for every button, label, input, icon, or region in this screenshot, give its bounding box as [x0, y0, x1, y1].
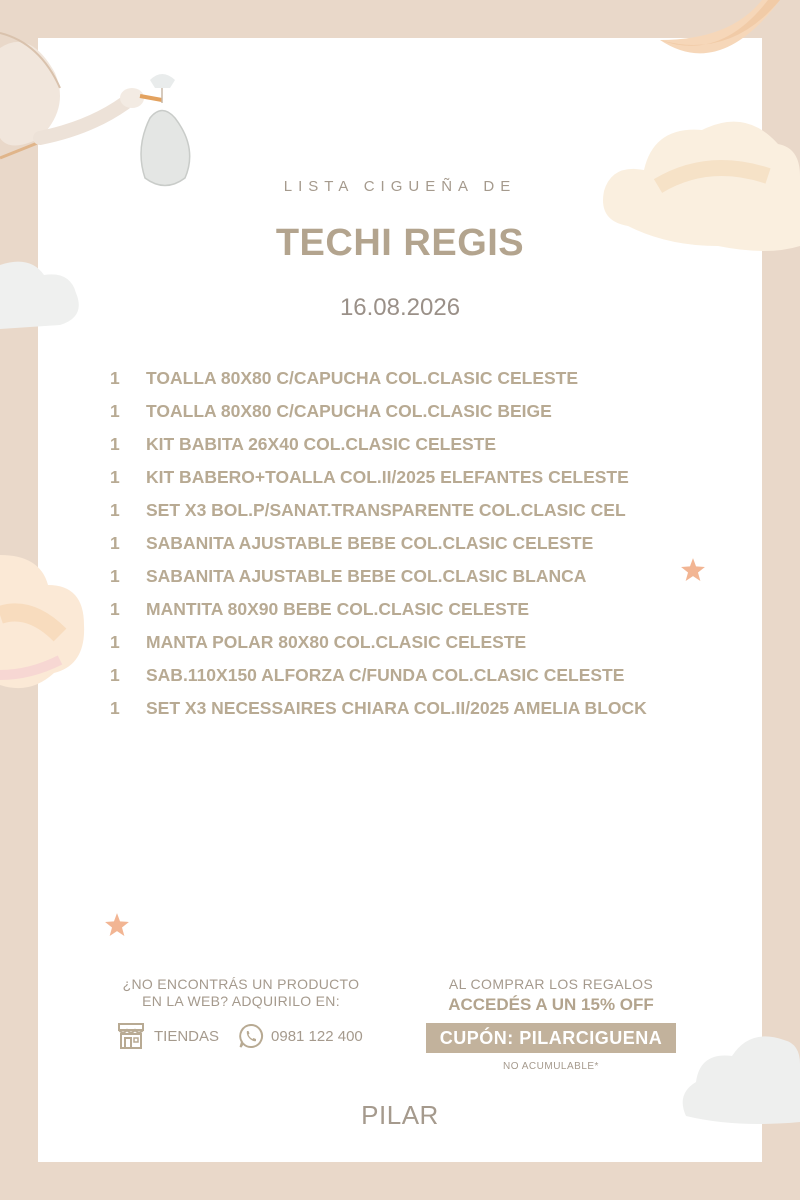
list-item [110, 694, 750, 727]
item-quantity: 1 [110, 500, 120, 520]
item-name: SAB.110X150 ALFORZA C/FUNDA COL.CLASIC CELESTE [146, 665, 625, 685]
item-quantity: 1 [110, 401, 120, 421]
cloud-icon [0, 555, 86, 695]
item-name: KIT BABITA 26X40 COL.CLASIC CELESTE [146, 434, 497, 454]
brand-logo: PILAR [361, 1100, 439, 1130]
item-name: KIT BABERO+TOALLA COL.II/2025 ELEFANTES CELESTE [146, 467, 629, 487]
whatsapp-icon [237, 1022, 265, 1050]
phone-number: 0981 122 400 [271, 1027, 363, 1045]
not-found-message [110, 976, 372, 1010]
event-date: 16.08.2026 [339, 294, 461, 321]
item-name: MANTA POLAR 80X80 COL.CLASIC CELESTE [146, 632, 527, 652]
list-item [110, 529, 750, 562]
list-item [110, 661, 750, 694]
list-item [110, 628, 750, 661]
not-found-line1: ¿NO ENCONTRÁS UN PRODUCTO [122, 976, 360, 992]
item-name: SET X3 NECESSAIRES CHIARA COL.II/2025 AMELIA BLOCK [146, 698, 647, 718]
list-item [110, 430, 750, 463]
coupon-badge: CUPÓN: PILARCIGUENA [426, 1023, 676, 1053]
item-quantity: 1 [110, 533, 120, 553]
promo-block [424, 976, 678, 1072]
list-item [110, 364, 750, 397]
item-quantity: 1 [110, 698, 120, 718]
list-item [110, 496, 750, 529]
item-name: SET X3 BOL.P/SANAT.TRANSPARENTE COL.CLASIC CEL [146, 500, 626, 520]
stores-label: TIENDAS [154, 1027, 220, 1045]
list-item [110, 595, 750, 628]
item-quantity: 1 [110, 665, 120, 685]
item-name: MANTITA 80X90 BEBE COL.CLASIC CELESTE [146, 599, 530, 619]
gift-list [110, 364, 750, 727]
stork-icon [0, 18, 200, 193]
item-quantity: 1 [110, 599, 120, 619]
item-quantity: 1 [110, 467, 120, 487]
item-name: TOALLA 80X80 C/CAPUCHA COL.CLASIC CELESTE [146, 368, 579, 388]
item-quantity: 1 [110, 368, 120, 388]
item-quantity: 1 [110, 632, 120, 652]
list-item [110, 397, 750, 430]
item-name: TOALLA 80X80 C/CAPUCHA COL.CLASIC BEIGE [146, 401, 552, 421]
phone-link[interactable] [237, 1022, 363, 1050]
header-kicker: LISTA CIGUEÑA DE [283, 178, 517, 195]
star-icon [104, 912, 130, 938]
list-item [110, 562, 750, 595]
item-quantity: 1 [110, 566, 120, 586]
promo-line1: AL COMPRAR LOS REGALOS [448, 976, 654, 992]
moon-icon [650, 0, 790, 62]
item-quantity: 1 [110, 434, 120, 454]
item-name: SABANITA AJUSTABLE BEBE COL.CLASIC CELESTE [146, 533, 594, 553]
contact-row [116, 1020, 386, 1052]
store-icon [116, 1022, 146, 1050]
promo-line2: ACCEDÉS A UN 15% OFF [448, 995, 654, 1014]
item-name: SABANITA AJUSTABLE BEBE COL.CLASIC BLANCA [146, 566, 587, 586]
not-found-line2: EN LA WEB? ADQUIRILO EN: [142, 993, 340, 1009]
list-item [110, 463, 750, 496]
stores-link[interactable] [116, 1022, 219, 1050]
coupon-note: NO ACUMULABLE* [503, 1061, 599, 1072]
page-title: TECHI REGIS [275, 222, 525, 264]
